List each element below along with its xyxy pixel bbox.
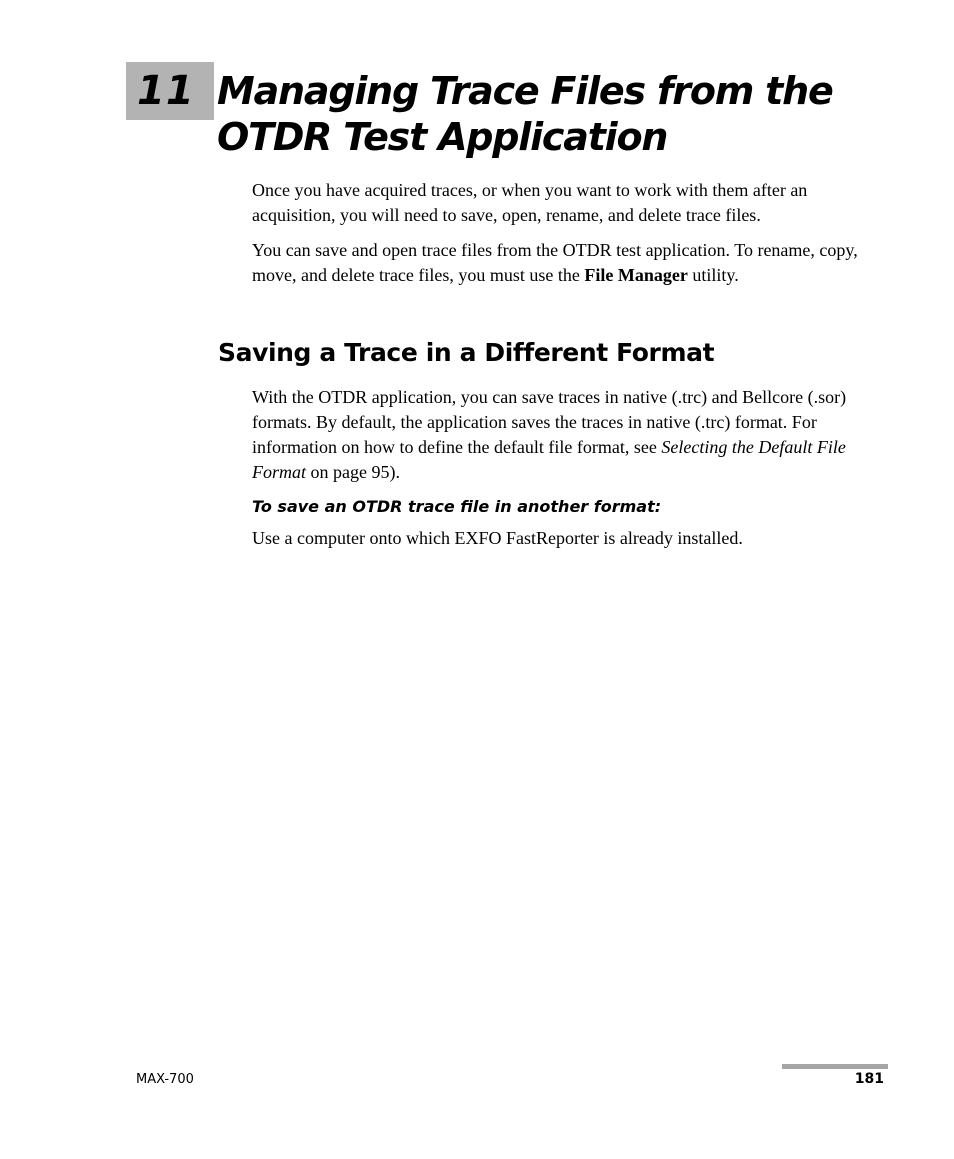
chapter-title-line-2: OTDR Test Application [217, 115, 668, 159]
intro-paragraph-1: Once you have acquired traces, or when you want to work with them after an acquisition, you will need to save, open, rename, and delete trace files. [252, 180, 808, 225]
section-paragraph [252, 385, 892, 485]
cross-reference-link[interactable]: Selecting the Default File Format [252, 437, 846, 482]
section-paragraph-tail: on page 95). [306, 462, 400, 482]
file-manager-term: File Manager [584, 265, 688, 285]
procedure-title: To save an OTDR trace file in another format: [252, 497, 662, 516]
footer-product-name: MAX-700 [136, 1072, 194, 1087]
footer-rule [782, 1064, 888, 1069]
chapter-number: 11 [137, 68, 195, 114]
chapter-title-line-1: Managing Trace Files from the [217, 69, 833, 113]
chapter-title [217, 68, 917, 160]
intro-paragraph-2-tail: utility. [687, 265, 739, 285]
procedure-step: Use a computer onto which EXFO FastReporter is already installed. [252, 528, 743, 548]
section-paragraph-text: With the OTDR application, you can save traces in native (.trc) and Bellcore (.sor) formats. By default, the application saves the traces in native (.trc) format. For information on how to define the default file format, see [252, 387, 847, 457]
intro-paragraph-2 [252, 238, 892, 288]
footer-page-number: 181 [854, 1071, 884, 1087]
section-heading: Saving a Trace in a Different Format [218, 338, 715, 367]
intro-paragraph-2-text: You can save and open trace files from the OTDR test application. To rename, copy, move, and delete trace files, you must use the [252, 240, 858, 285]
